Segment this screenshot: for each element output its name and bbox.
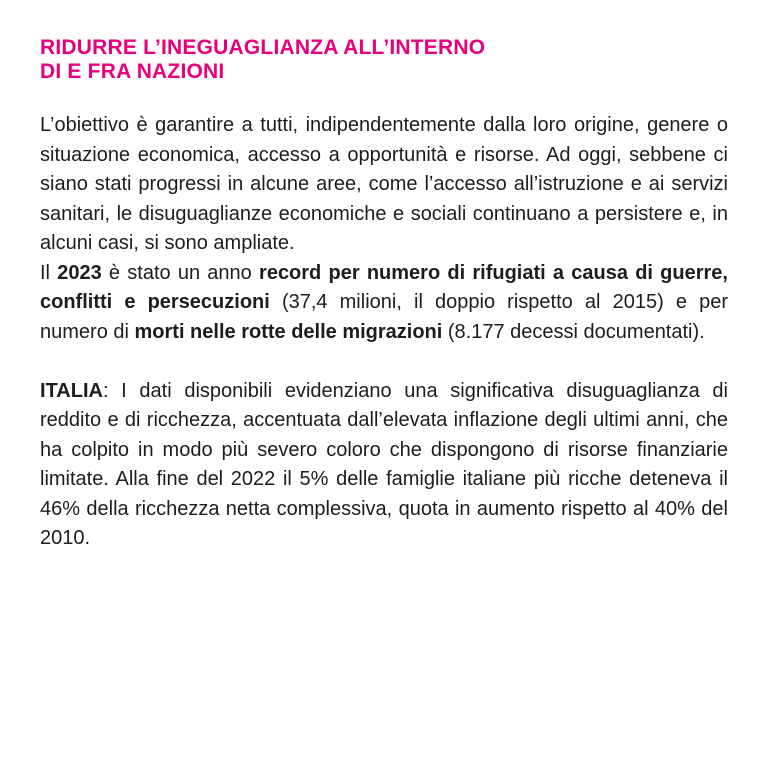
section-title xyxy=(40,36,728,84)
italy-paragraph xyxy=(40,377,728,554)
refugees-text-3: (37,4 milioni, il doppio rispetto al 2015) e per numero di xyxy=(40,291,728,343)
section-title-line-2: DI E FRA NAZIONI xyxy=(40,60,225,83)
italy-label: ITALIA xyxy=(40,379,103,402)
refugees-text-1: Il xyxy=(40,261,58,284)
refugees-record-highlight: record per numero di rifugiati a causa di guerre, conflitti e persecuzioni xyxy=(40,261,728,313)
refugees-text-2: è stato un anno xyxy=(101,261,260,284)
italy-text: : I dati disponibili evidenziano una significativa disuguaglianza di reddito e di ricchezza, accentuata dall’elevata inflazione degli ultimi anni, che ha colpito in modo più severo coloro che dispongono di risorse finanziarie limitate. Alla fine del 2022 il 5% delle famiglie italiane più ricche deteneva il 46% della ricchezza netta complessiva, quota in aumento rispetto al 40% del 2010. xyxy=(40,379,728,549)
refugees-text-4: (8.177 decessi documentati). xyxy=(442,320,705,343)
paragraph-spacer xyxy=(40,347,728,377)
migration-deaths-highlight: morti nelle rotte delle migrazioni xyxy=(134,320,443,343)
year-highlight: 2023 xyxy=(57,261,102,284)
intro-paragraph: L’obiettivo è garantire a tutti, indipendentemente dalla loro origine, genere o situazione economica, accesso a opportunità e risorse. Ad oggi, sebbene ci siano stati progressi in alcune aree, come l’accesso all’istruzione e ai servizi sanitari, le disuguaglianze economiche e sociali continuano a persistere e, in alcuni casi, si sono ampliate. xyxy=(40,114,728,254)
refugees-paragraph xyxy=(40,259,728,348)
body-text xyxy=(40,111,728,554)
section-title-line-1: RIDURRE L’INEGUAGLIANZA ALL’INTERNO xyxy=(40,36,486,59)
page xyxy=(40,36,728,554)
